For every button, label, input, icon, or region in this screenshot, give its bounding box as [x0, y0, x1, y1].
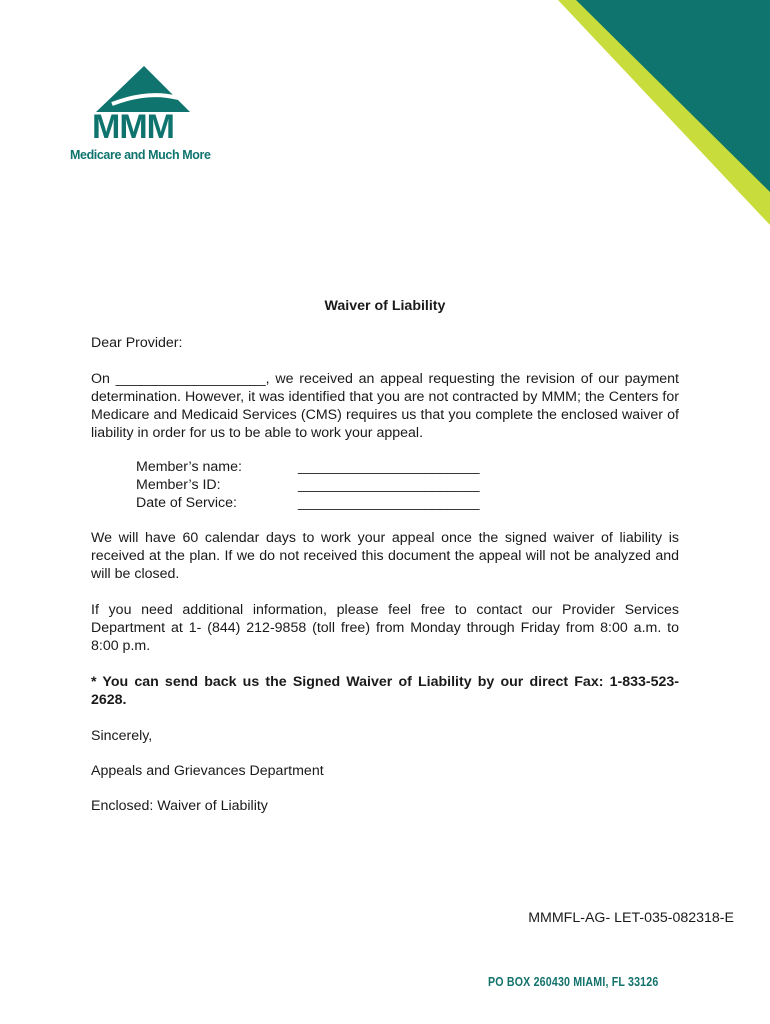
contact-paragraph: If you need additional information, please feel free to contact our Provider Services Department at 1- (844) 212-9858 (toll free) from Monday through Friday from 8:00 a.m. to 8:00 p.m. [91, 602, 679, 654]
timeline-paragraph: We will have 60 calendar days to work your appeal once the signed waiver of liability is received at the plan. If we do not received this document the appeal will not be analyzed and will be closed. [91, 530, 679, 582]
closing: Sincerely, [91, 728, 153, 744]
field-row [136, 458, 479, 476]
signature: Appeals and Grievances Department [91, 763, 324, 779]
intro-paragraph: On ___________________, we received an appeal requesting the revision of our payment determination. However, it was identified that you are not contracted by MMM; the Centers for Medicare and Medicaid Services (CMS) requires us that you complete the enclosed waiver of liability in order for us to be able to work your appeal. [91, 371, 679, 441]
member-name-label: Member’s name: [136, 459, 242, 475]
logo-tagline: Medicare and Much More [70, 148, 211, 162]
field-row [136, 494, 479, 512]
enclosure-note: Enclosed: Waiver of Liability [91, 798, 268, 814]
member-name-blank: _______________________ [298, 459, 480, 475]
field-row [136, 476, 479, 494]
form-code: MMMFL-AG- LET-035-082318-E [528, 910, 734, 926]
member-id-label: Member’s ID: [136, 477, 221, 493]
fax-note: * You can send back us the Signed Waiver of Liability by our direct Fax: 1-833-523-2628. [91, 674, 679, 708]
logo-word: MMM [92, 108, 174, 146]
roof-icon [68, 64, 220, 114]
footer-address: PO BOX 260430 MIAMI, FL 33126 [488, 974, 659, 989]
member-fields [136, 458, 479, 512]
date-of-service-label: Date of Service: [136, 495, 237, 511]
date-of-service-blank: _______________________ [298, 495, 480, 511]
letter-title: Waiver of Liability [324, 298, 446, 314]
mmm-logo [68, 64, 220, 168]
corner-decoration [558, 0, 770, 225]
member-id-blank: _______________________ [298, 477, 480, 493]
salutation: Dear Provider: [91, 335, 183, 351]
